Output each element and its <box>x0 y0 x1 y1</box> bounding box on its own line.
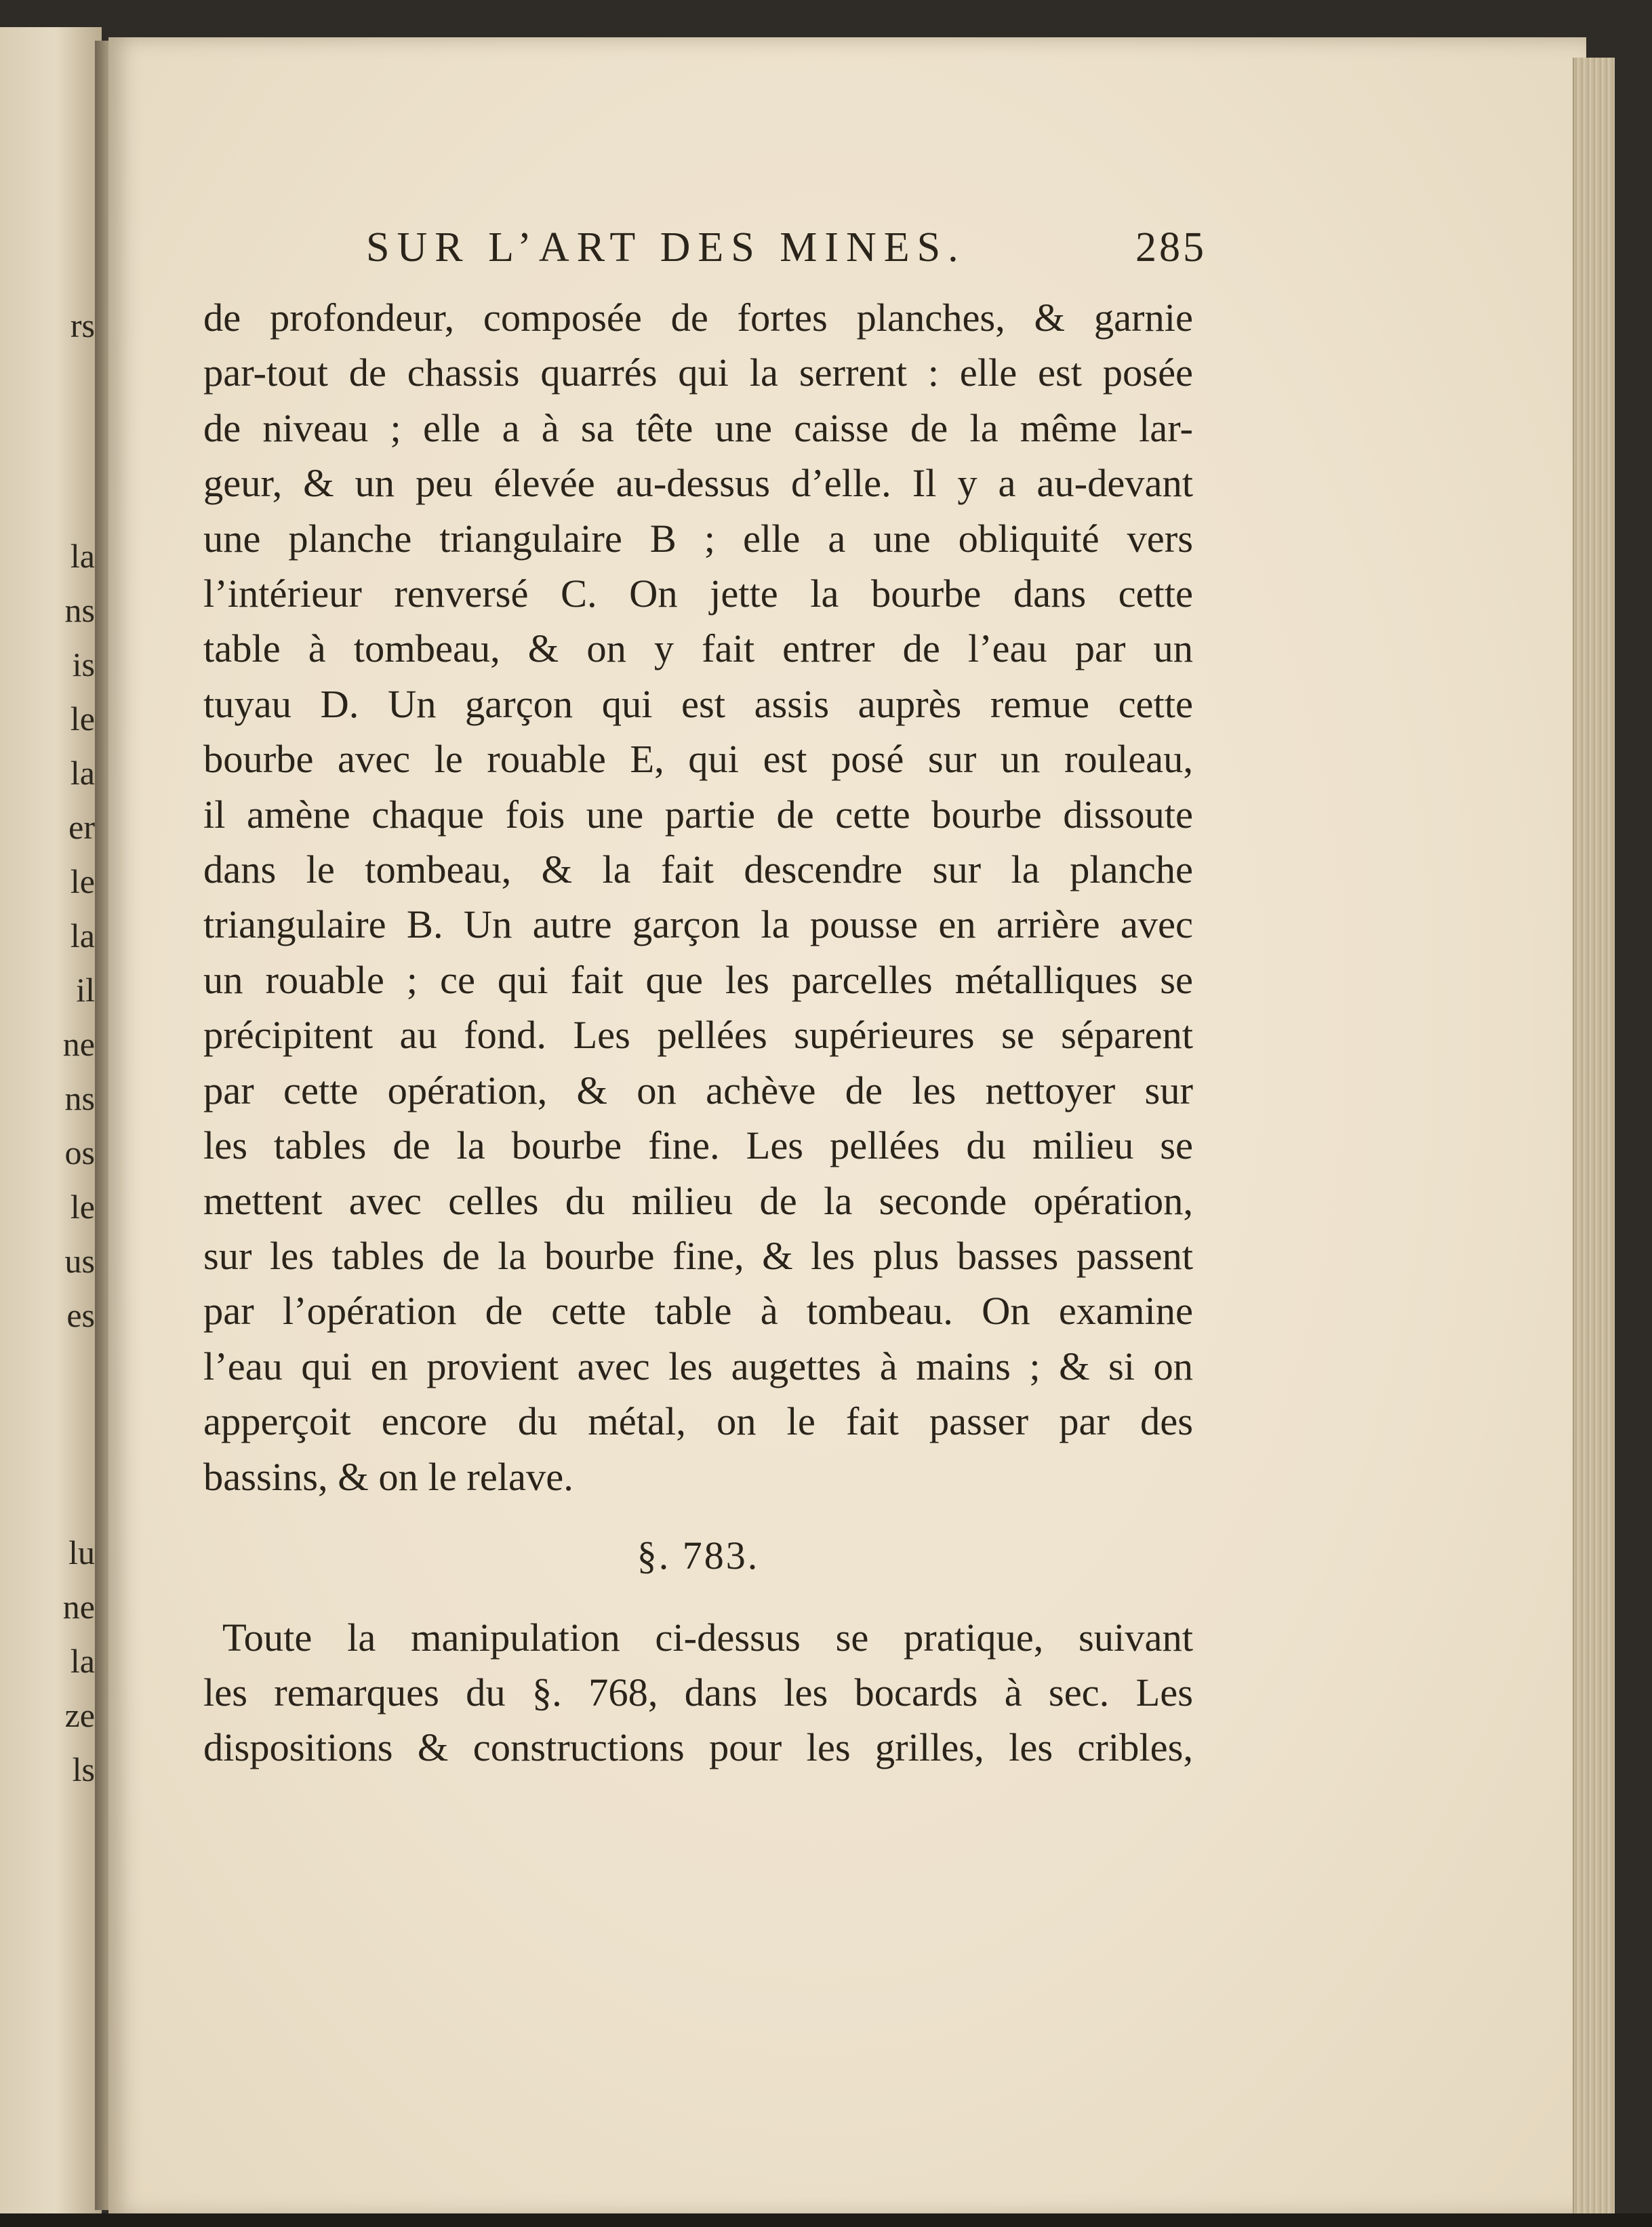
text-line: par l’opération de cette table à tombeau. On examine <box>203 1289 1193 1333</box>
text-line: bourbe avec le rouable E, qui est posé sur un rouleau, <box>203 737 1193 782</box>
text-line: dans le tombeau, & la fait descendre sur la planche <box>203 847 1193 892</box>
text-line: table à tombeau, & on y fait entrer de l’eau par un <box>203 626 1193 671</box>
text-line: par-tout de chassis quarrés qui la serrent : elle est posée <box>203 350 1193 395</box>
text-line: de profondeur, composée de fortes planches, & garnie <box>203 296 1193 340</box>
facing-fragment: ns <box>64 591 95 629</box>
facing-fragment: er <box>68 808 95 846</box>
section-heading: §. 783. <box>637 1533 760 1578</box>
facing-fragment: la <box>70 917 95 955</box>
text-line: geur, & un peu élevée au-dessus d’elle. Il y a au-devant <box>203 461 1193 506</box>
text-line: sur les tables de la bourbe fine, & les plus basses passent <box>203 1233 1193 1278</box>
facing-fragment: la <box>70 537 95 575</box>
bottom-shadow <box>0 2213 1652 2227</box>
text-line: les tables de la bourbe fine. Les pellées du milieu se <box>203 1123 1193 1168</box>
text-line: Toute la manipulation ci-dessus se pratique, suivant <box>222 1616 1193 1660</box>
paragraph-2 <box>203 1610 1193 1775</box>
running-head-title: SUR L’ART DES MINES. <box>366 224 966 270</box>
text-line: tuyau D. Un garçon qui est assis auprès remue cette <box>203 681 1193 726</box>
facing-fragment: ne <box>62 1025 95 1063</box>
facing-fragment: le <box>70 862 95 900</box>
text-line: l’eau qui en provient avec les augettes à mains ; & si on <box>203 1344 1193 1388</box>
facing-fragment: ze <box>64 1696 95 1734</box>
text-line: par cette opération, & on achève de les nettoyer sur <box>203 1068 1193 1112</box>
facing-fragment: es <box>66 1296 95 1334</box>
running-head <box>366 224 1207 285</box>
facing-fragment: le <box>70 700 95 738</box>
text-line: de niveau ; elle a à sa tête une caisse de la même lar- <box>203 405 1193 450</box>
facing-fragment: lu <box>68 1533 95 1571</box>
facing-fragment: il <box>76 971 95 1009</box>
facing-fragment: la <box>70 754 95 792</box>
paragraph-1 <box>203 290 1193 1504</box>
text-line: bassins, & on le relave. <box>203 1454 573 1499</box>
text-line: triangulaire B. Un autre garçon la pousse en arrière avec <box>203 902 1193 947</box>
facing-fragment: la <box>70 1642 95 1680</box>
text-line: un rouable ; ce qui fait que les parcelles métalliques se <box>203 957 1193 1002</box>
text-line: précipitent au fond. Les pellées supérieures se séparent <box>203 1013 1193 1058</box>
facing-fragment: ls <box>72 1750 95 1788</box>
facing-fragment: is <box>72 645 95 683</box>
text-line: une planche triangulaire B ; elle a une obliquité vers <box>203 516 1193 561</box>
facing-fragment: ns <box>64 1079 95 1117</box>
text-line: mettent avec celles du milieu de la seconde opération, <box>203 1178 1193 1223</box>
text-line: dispositions & constructions pour les grilles, les cribles, <box>203 1725 1193 1769</box>
facing-page <box>0 27 102 2217</box>
text-line: l’intérieur renversé C. On jette la bourbe dans cette <box>203 571 1193 616</box>
facing-fragment: rs <box>70 306 95 344</box>
facing-fragment: us <box>64 1242 95 1280</box>
page-edges <box>1573 58 1615 2213</box>
facing-fragment: os <box>64 1133 95 1171</box>
text-line: il amène chaque fois une partie de cette bourbe dissoute <box>203 792 1193 837</box>
facing-fragment: ne <box>62 1588 95 1626</box>
text-line: apperçoit encore du métal, on le fait passer par des <box>203 1399 1193 1444</box>
page-number: 285 <box>1135 224 1207 270</box>
facing-fragment: le <box>70 1188 95 1226</box>
text-line: les remarques du §. 768, dans les bocards à sec. Les <box>203 1670 1193 1714</box>
